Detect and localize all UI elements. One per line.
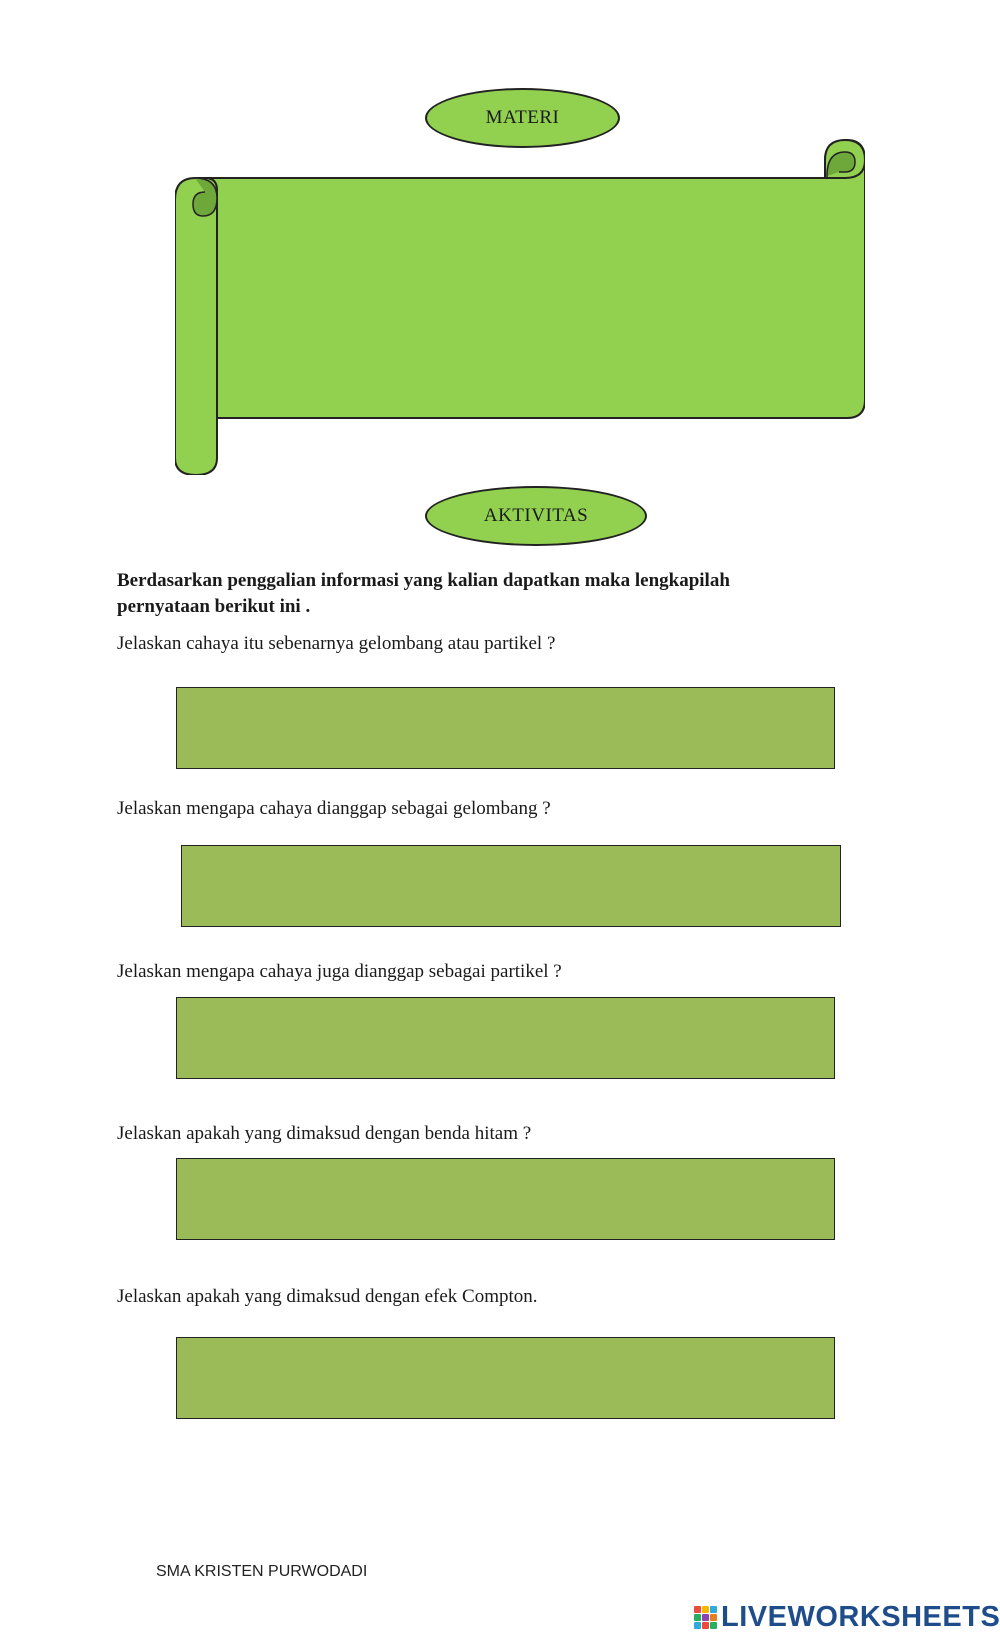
question-1: Jelaskan cahaya itu sebenarnya gelombang atau partikel ?: [117, 633, 556, 654]
instruction-text: Berdasarkan penggalian informasi yang kalian dapatkan maka lengkapilah pernyataan berikut ini .: [117, 570, 730, 617]
footer-school-name: SMA KRISTEN PURWODADI: [156, 1563, 368, 1580]
liveworksheets-wordmark: LIVEWORKSHEETS: [721, 1600, 1000, 1633]
question-5: Jelaskan apakah yang dimaksud dengan efek Compton.: [117, 1286, 538, 1307]
answer-box-5[interactable]: [176, 1337, 835, 1419]
answer-box-3[interactable]: [176, 997, 835, 1079]
aktivitas-heading: [425, 486, 647, 546]
question-3: Jelaskan mengapa cahaya juga dianggap sebagai partikel ?: [117, 961, 562, 982]
question-4: Jelaskan apakah yang dimaksud dengan benda hitam ?: [117, 1123, 532, 1144]
materi-label: MATERI: [485, 107, 560, 128]
aktivitas-label: AKTIVITAS: [483, 505, 589, 526]
answer-box-2[interactable]: [181, 845, 841, 927]
liveworksheets-logo-icon: [694, 1606, 717, 1629]
answer-box-1[interactable]: [176, 687, 835, 769]
answer-box-4[interactable]: [176, 1158, 835, 1240]
question-2: Jelaskan mengapa cahaya dianggap sebagai gelombang ?: [117, 798, 551, 819]
liveworksheets-brand: [694, 1600, 1000, 1634]
materi-scroll-banner: [175, 130, 865, 475]
